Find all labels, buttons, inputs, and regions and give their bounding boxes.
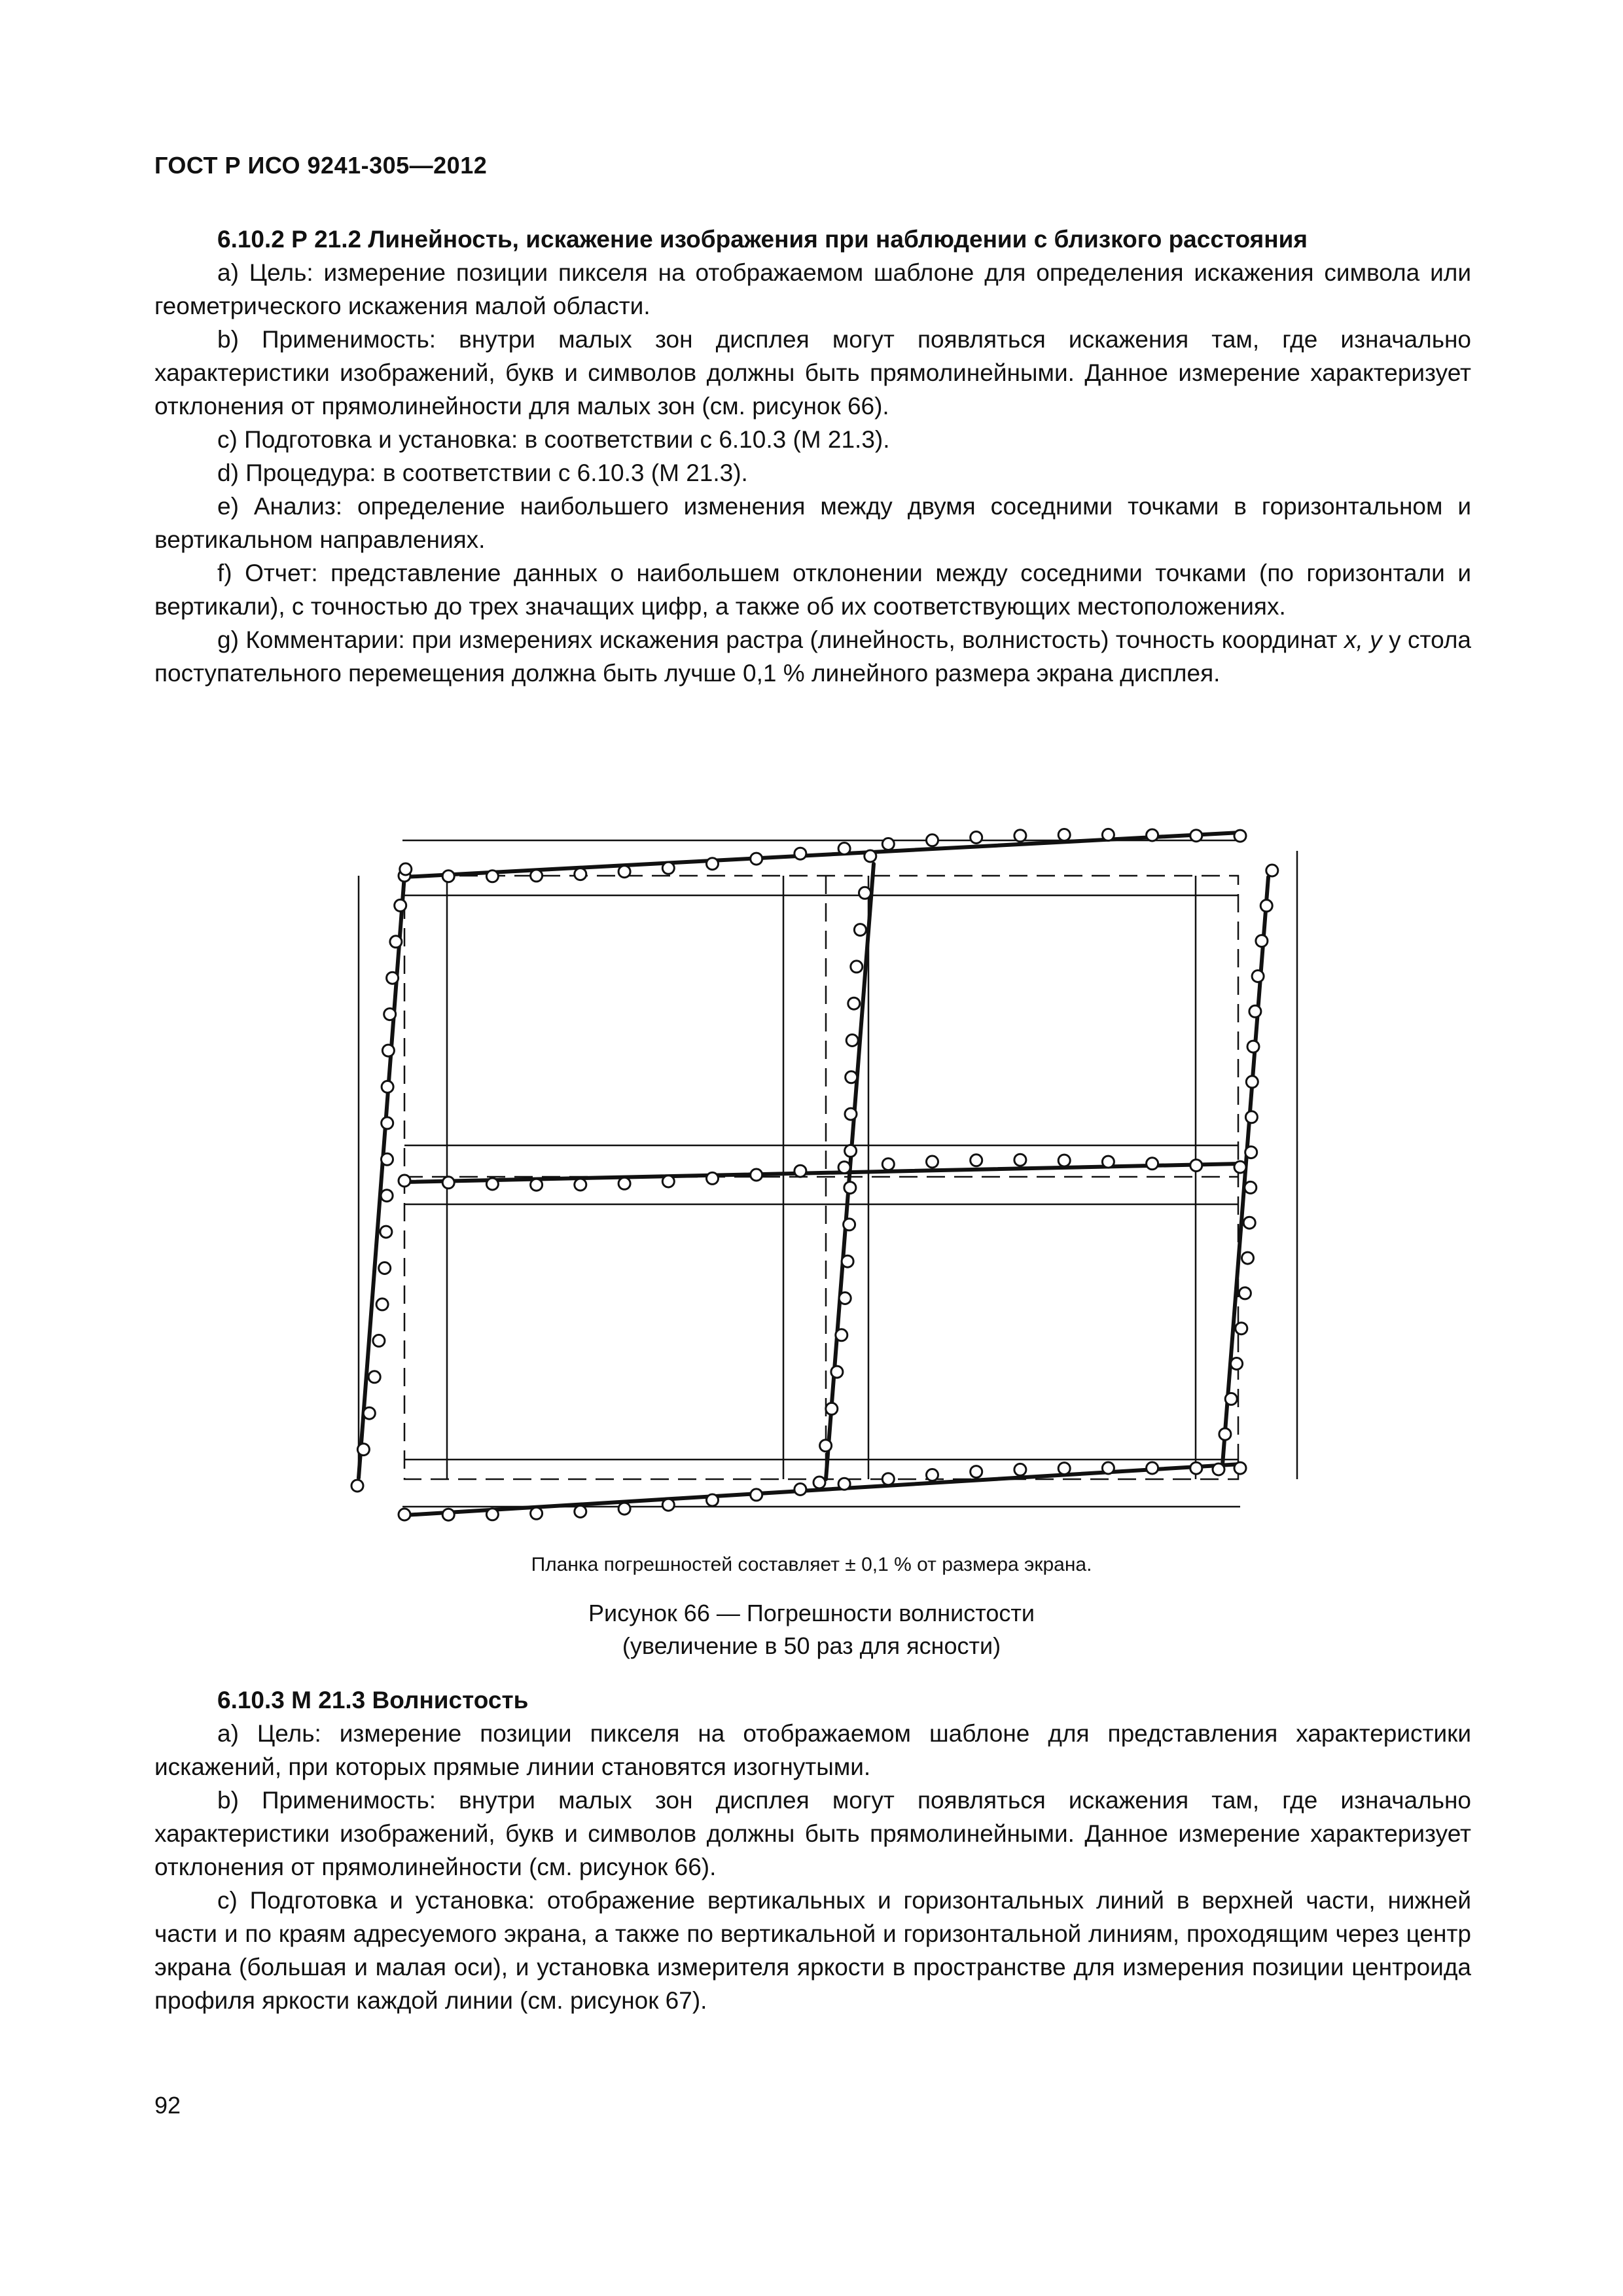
section-title: 6.10.3 М 21.3 Волнистость — [217, 1687, 529, 1713]
measurement-point — [927, 1469, 938, 1481]
measurement-point — [400, 863, 412, 875]
figure-note: Планка погрешностей составляет ± 0,1 % от размера экрана. — [531, 1554, 1092, 1575]
measurement-point — [351, 1480, 363, 1492]
measurement-point — [442, 870, 454, 882]
measurement-point — [794, 848, 806, 859]
measurement-point — [1234, 830, 1246, 842]
measurement-point — [846, 1035, 858, 1047]
measurement-point — [882, 1473, 894, 1485]
paragraph-b: b) Применимость: внутри малых зон дисплея могут появляться искажения там, где изначально характеристики изображений, букв и символов должны быть прямолинейными. Данное измерение характеризует отклонения от прямолинейности для малых зон (см. рисунок 66). — [154, 326, 1471, 420]
paragraph-g-text1: g) Комментарии: при измерениях искажения растра (линейность, волнистость) точность координат — [217, 626, 1344, 653]
paragraph-c: c) Подготовка и установка: отображение вертикальных и горизонтальных линий в верхней части, нижней части и по краям адресуемого экрана, а также по вертикальной и горизонтальной линиям, проходящим через центр экрана (большая и малая оси), и установка измерителя яркости в пространстве для измерения позиции центроида профиля яркости каждой линии (см. рисунок 67). — [154, 1887, 1471, 2014]
measurement-point — [854, 924, 866, 936]
paragraph-a: a) Цель: измерение позиции пикселя на отображаемом шаблоне для определения искажения символа или геометрического искажения малой области. — [154, 259, 1471, 319]
measurement-point — [1225, 1393, 1237, 1405]
measurement-point — [486, 870, 498, 882]
measurement-point — [575, 1179, 586, 1191]
measurement-point — [382, 1153, 393, 1165]
measurement-point — [390, 936, 402, 948]
measurement-point — [368, 1371, 380, 1383]
measurement-point — [1014, 1463, 1026, 1475]
measurement-point — [751, 853, 762, 865]
measurement-point — [1147, 829, 1158, 841]
measurement-point — [373, 1335, 385, 1346]
measurement-point — [794, 1484, 806, 1496]
distorted-lines — [359, 833, 1268, 1515]
measurement-point — [486, 1509, 498, 1520]
paragraph-e: e) Анализ: определение наибольшего изменения между двумя соседними точками в горизонтальном и вертикальном направлениях. — [154, 493, 1471, 553]
measurement-point — [836, 1329, 847, 1341]
measurement-point — [1249, 1005, 1261, 1017]
paragraph-g-text2: у стола поступательного перемещения должна быть лучше 0,1 % линейного размера экрана дисплея. — [154, 626, 1471, 687]
measurement-point — [1102, 1156, 1114, 1168]
measurement-point — [751, 1489, 762, 1501]
measurement-point — [831, 1366, 843, 1378]
measurement-point — [1260, 900, 1272, 912]
measurement-point — [1058, 1155, 1070, 1166]
measurement-point — [1246, 1076, 1258, 1088]
measurement-point — [618, 866, 630, 878]
distorted-line — [404, 1464, 1240, 1515]
figure-caption-subtitle: (увеличение в 50 раз для ясности) — [622, 1632, 1001, 1659]
measurement-point — [1190, 830, 1202, 842]
measurement-point — [399, 1175, 410, 1187]
measurement-point — [971, 1155, 982, 1166]
section-title: 6.10.2 Р 21.2 Линейность, искажение изображения при наблюдении с близкого расстояния — [217, 226, 1308, 253]
measurement-point — [662, 1499, 674, 1511]
measurement-point — [820, 1440, 832, 1452]
measurement-point — [618, 1503, 630, 1515]
measurement-point — [662, 862, 674, 874]
paragraph-g-variable: x, y — [1344, 626, 1382, 653]
measurement-point — [845, 1108, 857, 1120]
measurement-point — [1014, 830, 1026, 842]
measurement-point — [376, 1299, 388, 1310]
measurement-point — [971, 1466, 982, 1478]
measurement-point — [848, 997, 860, 1009]
measurement-point — [382, 1117, 393, 1129]
measurement-point — [1014, 1154, 1026, 1166]
section-6-10-2 — [154, 223, 1471, 690]
measurement-point — [1245, 1147, 1257, 1158]
measurement-point — [575, 1506, 586, 1518]
measurement-point — [1058, 1463, 1070, 1475]
measurement-point — [859, 887, 871, 899]
measurement-point — [1102, 829, 1114, 840]
paragraph-d: d) Процедура: в соответствии с 6.10.3 (М 21.3). — [217, 459, 748, 486]
section-6-10-3 — [154, 1683, 1471, 2017]
measurement-point — [618, 1177, 630, 1189]
paragraph-b: b) Применимость: внутри малых зон дисплея могут появляться искажения там, где изначально характеристики изображений, букв и символов должны быть прямолинейными. Данное измерение характеризует отклонения от прямолинейности (см. рисунок 66). — [154, 1787, 1471, 1880]
measurement-point — [363, 1407, 375, 1419]
measurement-point — [865, 850, 876, 862]
measurement-point — [844, 1219, 855, 1230]
measurement-point — [1256, 935, 1268, 947]
figure-caption-title: Рисунок 66 — Погрешности волнистости — [588, 1600, 1035, 1626]
measurement-point — [531, 870, 543, 882]
measurement-point — [1239, 1287, 1251, 1299]
measurement-point — [1245, 1181, 1257, 1193]
measurement-point — [486, 1178, 498, 1190]
measurement-point — [531, 1179, 543, 1191]
measurement-point — [442, 1177, 454, 1189]
measurement-point — [379, 1263, 391, 1274]
paragraph-g — [154, 623, 1471, 690]
measurement-point — [1236, 1323, 1247, 1335]
measurement-point — [813, 1477, 825, 1488]
measurement-point — [839, 1293, 851, 1304]
paragraph-c: c) Подготовка и установка: в соответствии с 6.10.3 (М 21.3). — [217, 426, 890, 453]
measurement-point — [1234, 1462, 1246, 1474]
measurement-point — [842, 1255, 853, 1267]
measurement-point — [794, 1165, 806, 1177]
measurement-point — [882, 838, 894, 850]
figure-caption — [0, 1597, 1623, 1662]
measurement-point — [1219, 1428, 1231, 1440]
measurement-point — [1147, 1462, 1158, 1474]
measurement-point — [381, 1190, 393, 1202]
measurement-point — [1252, 971, 1264, 982]
distorted-line — [359, 876, 404, 1478]
measurement-point — [826, 1403, 838, 1414]
distorted-line — [404, 1164, 1240, 1182]
measurement-point — [838, 843, 850, 855]
measurement-point — [1266, 865, 1278, 876]
measurement-point — [1242, 1252, 1254, 1264]
measurement-point — [399, 1509, 410, 1520]
measurement-point — [380, 1226, 392, 1238]
measurement-point — [1247, 1041, 1259, 1052]
measurement-point — [1190, 1160, 1202, 1172]
measurement-point — [1190, 1462, 1202, 1474]
measurement-point — [1213, 1463, 1224, 1475]
paragraph-f: f) Отчет: представление данных о наибольшем отклонении между соседними точками (по горизонтали и вертикали), с точностью до трех значащих цифр, а также об их соответствующих местоположениях. — [154, 560, 1471, 620]
waviness-figure — [327, 779, 1309, 1525]
measurement-point — [1102, 1462, 1114, 1474]
measurement-point — [531, 1507, 543, 1519]
measurement-point — [846, 1071, 857, 1083]
measurement-point — [662, 1175, 674, 1187]
measurement-point — [844, 1182, 856, 1194]
distorted-line — [404, 833, 1240, 877]
measurement-point — [838, 1162, 850, 1174]
measurement-point — [395, 899, 406, 911]
measurement-point — [838, 1478, 850, 1490]
measurement-point — [882, 1158, 894, 1170]
measurement-point — [387, 972, 399, 984]
measurement-point — [751, 1169, 762, 1181]
paragraph-a: a) Цель: измерение позиции пикселя на отображаемом шаблоне для представления характеристики искажений, при которых прямые линии становятся изогнутыми. — [154, 1720, 1471, 1780]
measurement-point — [851, 961, 863, 973]
measurement-point — [382, 1045, 394, 1056]
measurement-point — [707, 858, 719, 870]
measurement-point — [384, 1009, 396, 1020]
measurement-point — [1058, 829, 1070, 841]
measurement-point — [382, 1081, 393, 1093]
measurement-point — [1231, 1358, 1243, 1370]
measurement-point — [1243, 1217, 1255, 1229]
measurement-point — [845, 1145, 857, 1157]
measurement-point — [1245, 1111, 1257, 1123]
measurement-point — [1234, 1161, 1246, 1173]
measurement-point — [1147, 1158, 1158, 1170]
page-number: 92 — [154, 2092, 181, 2119]
measurement-point — [442, 1509, 454, 1520]
measurement-point — [575, 869, 586, 880]
measurement-point — [927, 834, 938, 846]
measurement-point — [707, 1494, 719, 1506]
document-header: ГОСТ Р ИСО 9241-305—2012 — [154, 152, 488, 179]
measurement-point — [971, 832, 982, 844]
measurement-point — [357, 1444, 369, 1456]
measurement-point — [707, 1172, 719, 1184]
measurement-point — [927, 1156, 938, 1168]
